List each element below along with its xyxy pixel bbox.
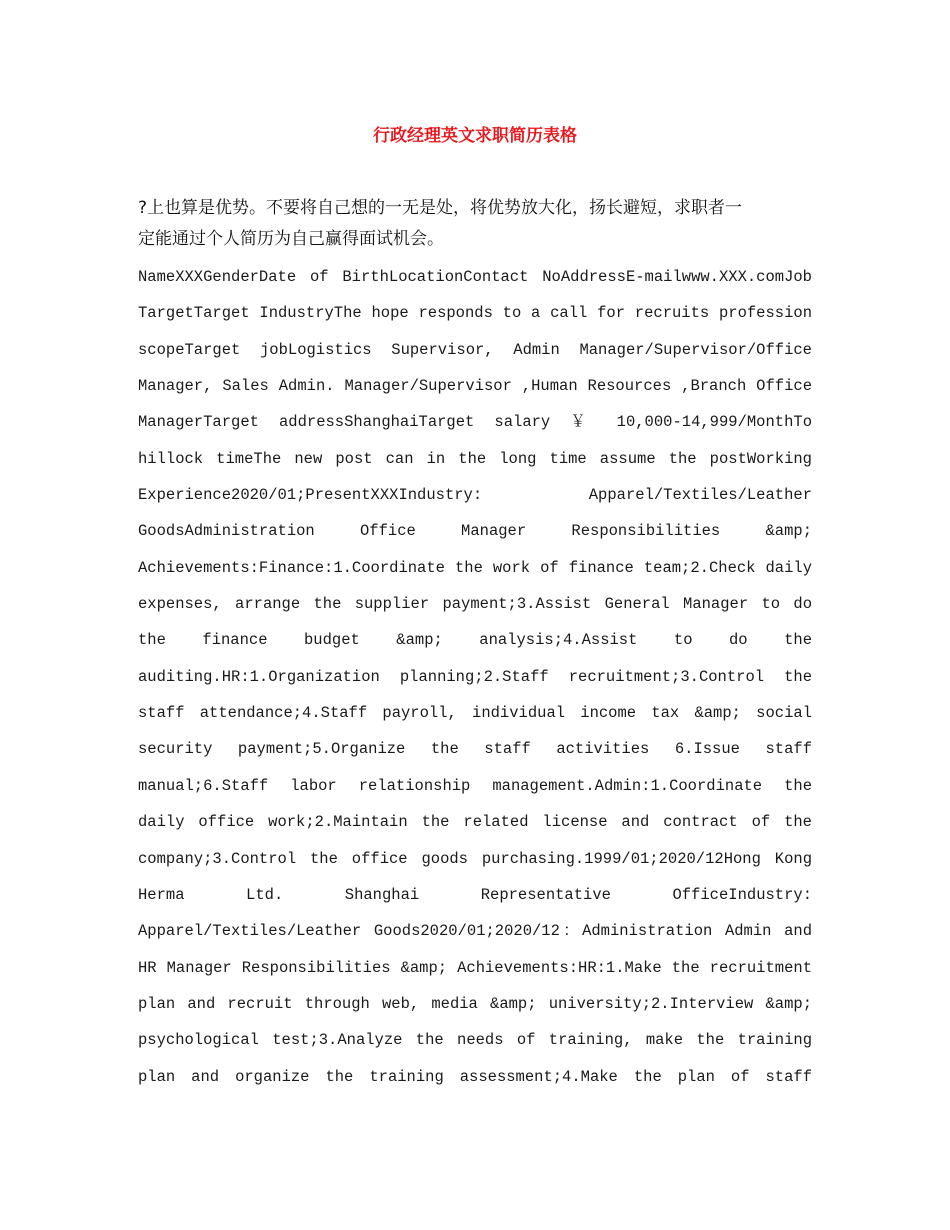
body-line: Achievements:Finance:1.Coordinate the work of finance team;2.Check daily [138, 558, 812, 577]
body-line: psychological test;3.Analyze the needs of training, make the training [138, 1031, 812, 1050]
body-line: ManagerTarget addressShanghaiTarget salary ￥ 10,000-14,999/MonthTo [138, 413, 812, 432]
body-line: plan and recruit through web, media &amp; university;2.Interview &amp; [138, 994, 812, 1013]
body-line: daily office work;2.Maintain the related license and contract of the [138, 813, 812, 832]
intro-line: ?上也算是优势。不要将自己想的一无是处，将优势放大化，扬长避短，求职者一 [138, 198, 743, 218]
body-line: auditing.HR:1.Organization planning;2.Staff recruitment;3.Control the [138, 667, 812, 686]
body-line: expenses, arrange the supplier payment;3.Assist General Manager to do [138, 595, 812, 614]
body-line: manual;6.Staff labor relationship management.Admin:1.Coordinate the [138, 776, 812, 795]
body-line: GoodsAdministration Office Manager Responsibilities &amp; [138, 522, 812, 541]
body-line: Manager, Sales Admin. Manager/Supervisor ,Human Resources ,Branch Office [138, 377, 812, 396]
body-line: Apparel/Textiles/Leather Goods2020/01;2020/12：Administration Admin and [138, 922, 812, 941]
intro-paragraph [138, 193, 812, 255]
body-line: security payment;5.Organize the staff activities 6.Issue staff [138, 740, 812, 759]
body-line: NameXXXGenderDate of BirthLocationContact NoAddressE-mailwww.XXX.comJob [138, 268, 812, 286]
body-line: hillock timeThe new post can in the long time assume the postWorking [138, 449, 812, 468]
body-line: scopeTarget jobLogistics Supervisor, Admin Manager/Supervisor/Office [138, 340, 812, 359]
body-line: Experience2020/01;PresentXXXIndustry: Apparel/Textiles/Leather [138, 486, 812, 505]
resume-body [138, 262, 812, 1098]
body-line: company;3.Control the office goods purchasing.1999/01;2020/12Hong Kong [138, 849, 812, 868]
intro-line: 定能通过个人简历为自己赢得面试机会。 [138, 229, 444, 249]
body-line: the finance budget &amp; analysis;4.Assist to do the [138, 631, 812, 650]
body-line: plan and organize the training assessment;4.Make the plan of staff [138, 1067, 812, 1086]
body-line: staff attendance;4.Staff payroll, individual income tax &amp; social [138, 704, 812, 723]
body-line: HR Manager Responsibilities &amp; Achievements:HR:1.Make the recruitment [138, 958, 812, 977]
body-line: TargetTarget IndustryThe hope responds to a call for recruits profession [138, 304, 812, 323]
document-title: 行政经理英文求职简历表格 [373, 126, 577, 146]
body-line: Herma Ltd. Shanghai Representative OfficeIndustry: [138, 885, 812, 904]
